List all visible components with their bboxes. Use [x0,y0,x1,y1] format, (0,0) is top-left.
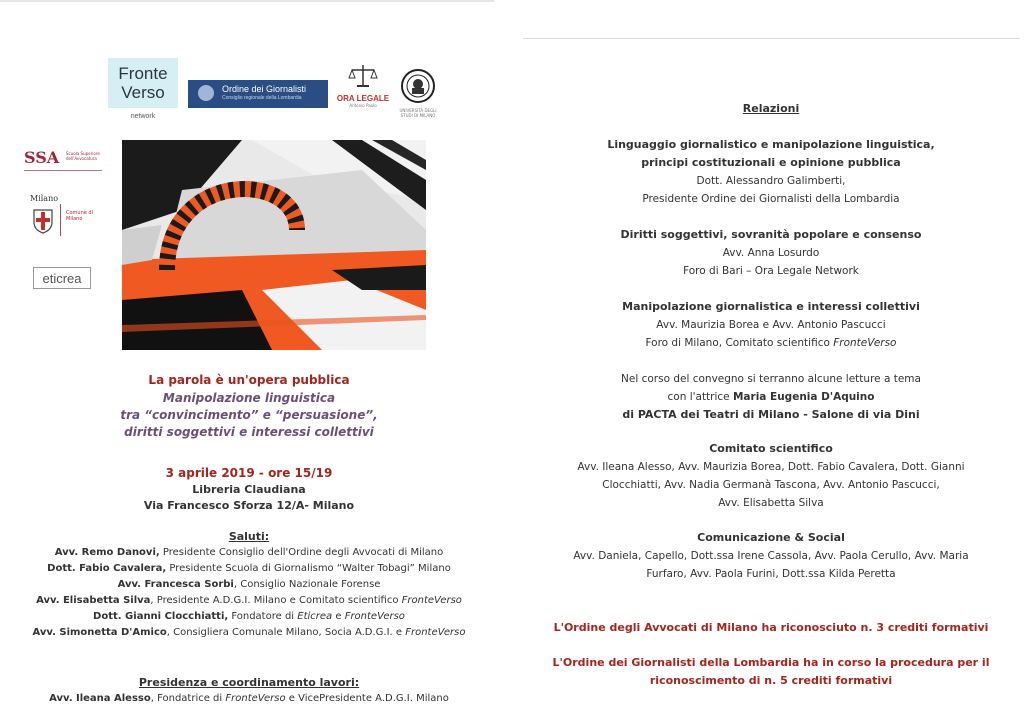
comitato-heading: Comitato scientifico [709,442,833,455]
subtitle-line: Manipolazione linguistica [162,391,336,405]
eticrea-logo: eticrea [33,267,91,289]
letture-block [518,370,1024,424]
event-photo [122,140,426,350]
talk-speaker: Foro di Milano, Comitato scientifico [645,337,834,349]
letture-text: con l'attrice [667,391,733,403]
fronteverso-logo [108,58,178,126]
org-name: FronteVerso [405,627,466,638]
fronteverso-logo-line2: Verso [121,83,165,102]
presidenza-heading: Presidenza e coordinamento lavori: [138,676,360,689]
list-item [0,561,498,577]
milano-shield-icon [32,208,54,234]
left-flyer-page [0,0,498,716]
talk-title: Diritti soggettivi, sovranità popolare e consenso [620,228,922,241]
university-seal-logo [398,68,438,118]
comunicazione-block [518,529,1024,583]
odg-logo-sub: Consiglio regionale della Lombardia [222,95,302,101]
actress-name: Maria Eugenia D'Aquino [732,391,875,403]
ordine-giornalisti-logo [188,80,328,108]
talk-speaker: Avv. Maurizia Borea e Avv. Antonio Pascucci [656,319,886,331]
ssa-logo-side: Scuola Superiore dell'Avvocatura [66,151,100,161]
comune-milano-logo [28,194,100,242]
comunicazione-heading: Comunicazione & Social [697,531,845,544]
person-role: , Fondatrice di [150,693,226,704]
person-name: Avv. Remo Danovi, [54,547,160,558]
person-role: Fondatore di [228,611,298,622]
talk-1 [518,136,1024,208]
crediti-avvocati: L'Ordine degli Avvocati di Milano ha riconosciuto n. 3 crediti formativi [553,621,989,634]
seal-icon [400,68,436,104]
saluti-list [0,545,498,641]
subtitle-line: diritti soggettivi e interessi collettivi [124,425,374,439]
comitato-line: Avv. Ileana Alesso, Avv. Maurizia Borea, Dott. Fabio Cavalera, Dott. Gianni [577,461,965,473]
ora-legale-sub: Antonio Paolo [349,103,377,108]
person-role: Presidente Scuola di Giornalismo “Walter Tobagi” Milano [166,563,451,574]
ssa-logo-text: SSA [24,148,60,167]
person-role: , Consiglio Nazionale Forense [233,579,381,590]
list-item [0,577,498,593]
letture-line: Nel corso del convegno si terranno alcune letture a tema [621,373,921,385]
talk-title: Linguaggio giornalistico e manipolazione linguistica, [607,138,935,151]
saluti-heading: Saluti: [228,530,270,543]
event-venue [0,482,498,514]
org-name: FronteVerso [344,611,405,622]
org-name: FronteVerso [225,693,286,704]
comitato-line: Clocchiatti, Avv. Nadia Germanà Tascona, Avv. Antonio Pascucci, [602,479,940,491]
presidenza-line [0,691,498,707]
event-title: La parola è un'opera pubblica [148,373,350,387]
milano-label: Milano [30,194,59,203]
person-role: , Consigliera Comunale Milano, Socia A.D.G.I. e [166,627,406,638]
list-item [0,609,498,625]
person-role: e VicePresidente A.D.G.I. Milano [285,693,449,704]
talk-title: principi costituzionali e opinione pubblica [641,156,901,169]
org-name: FronteVerso [401,595,462,606]
venue-address: Via Francesco Sforza 12/A- Milano [143,499,355,512]
comunicazione-line: Avv. Daniela, Capello, Dott.ssa Irene Cassola, Avv. Paola Cerullo, Avv. Maria [573,550,969,562]
person-role: , Presidente A.D.G.I. Milano e Comitato scientifico [150,595,402,606]
person-name: Avv. Francesca Sorbi [117,579,234,590]
person-role: e [332,611,345,622]
talk-speaker-line [518,334,1024,352]
ora-legale-logo [336,62,390,118]
fronteverso-logo-line1: Fronte [118,64,168,83]
divider [60,204,61,236]
talk-speaker: Dott. Alessandro Galimberti, [696,175,846,187]
odg-mark-icon [198,85,214,101]
crediti-line: L'Ordine dei Giornalisti della Lombardia ha in corso la procedura per il [552,656,990,669]
scales-icon [348,62,378,90]
org-name: FronteVerso [833,337,897,349]
fronteverso-logo-sub: network [130,113,156,120]
letture-line: di PACTA dei Teatri di Milano - Salone di via Dini [622,408,920,421]
person-role: Presidente Consiglio dell'Ordine degli Avvocati di Milano [159,547,444,558]
right-flyer-page [518,0,1024,716]
crediti-line: riconoscimento di n. 5 crediti formativi [649,674,893,687]
divider [24,170,102,171]
odg-logo-title: Ordine dei Giornalisti [222,84,307,94]
venue-name: Libreria Claudiana [192,483,306,496]
talk-2 [518,226,1024,280]
org-name: Eticrea [297,611,333,622]
comunicazione-line: Furfaro, Avv. Paola Furini, Dott.ssa Kilda Peretta [646,568,896,580]
person-name: Avv. Ileana Alesso [49,693,151,704]
talk-title: Manipolazione giornalistica e interessi collettivi [622,300,920,313]
ssa-logo [24,148,104,176]
list-item [0,625,498,641]
comitato-line: Avv. Elisabetta Silva [718,497,824,509]
talk-3 [518,298,1024,352]
seal-sub: UNIVERSITÀ DEGLI STUDI DI MILANO [399,108,437,118]
letture-line-2 [518,388,1024,406]
person-name: Avv. Elisabetta Silva [36,595,151,606]
talk-speaker: Presidente Ordine dei Giornalisti della Lombardia [642,193,900,205]
comitato-block [518,440,1024,512]
event-subtitle [0,390,498,441]
person-name: Dott. Fabio Cavalera, [47,563,167,574]
divider [0,0,494,2]
list-item [0,545,498,561]
relazioni-heading: Relazioni [742,102,800,115]
ora-legale-text: ORA LEGALE [336,94,390,103]
subtitle-line: tra “convincimento” e “persuasione”, [120,408,378,422]
divider [523,38,1020,39]
list-item [0,593,498,609]
talk-speaker: Foro di Bari – Ora Legale Network [683,265,859,277]
person-name: Dott. Gianni Clocchiatti, [93,611,229,622]
talk-speaker: Avv. Anna Losurdo [722,247,820,259]
person-name: Avv. Simonetta D'Amico [32,627,167,638]
crediti-giornalisti [518,654,1024,690]
event-date: 3 aprile 2019 - ore 15/19 [165,466,333,480]
milano-side-text: Comune di Milano [66,210,93,222]
